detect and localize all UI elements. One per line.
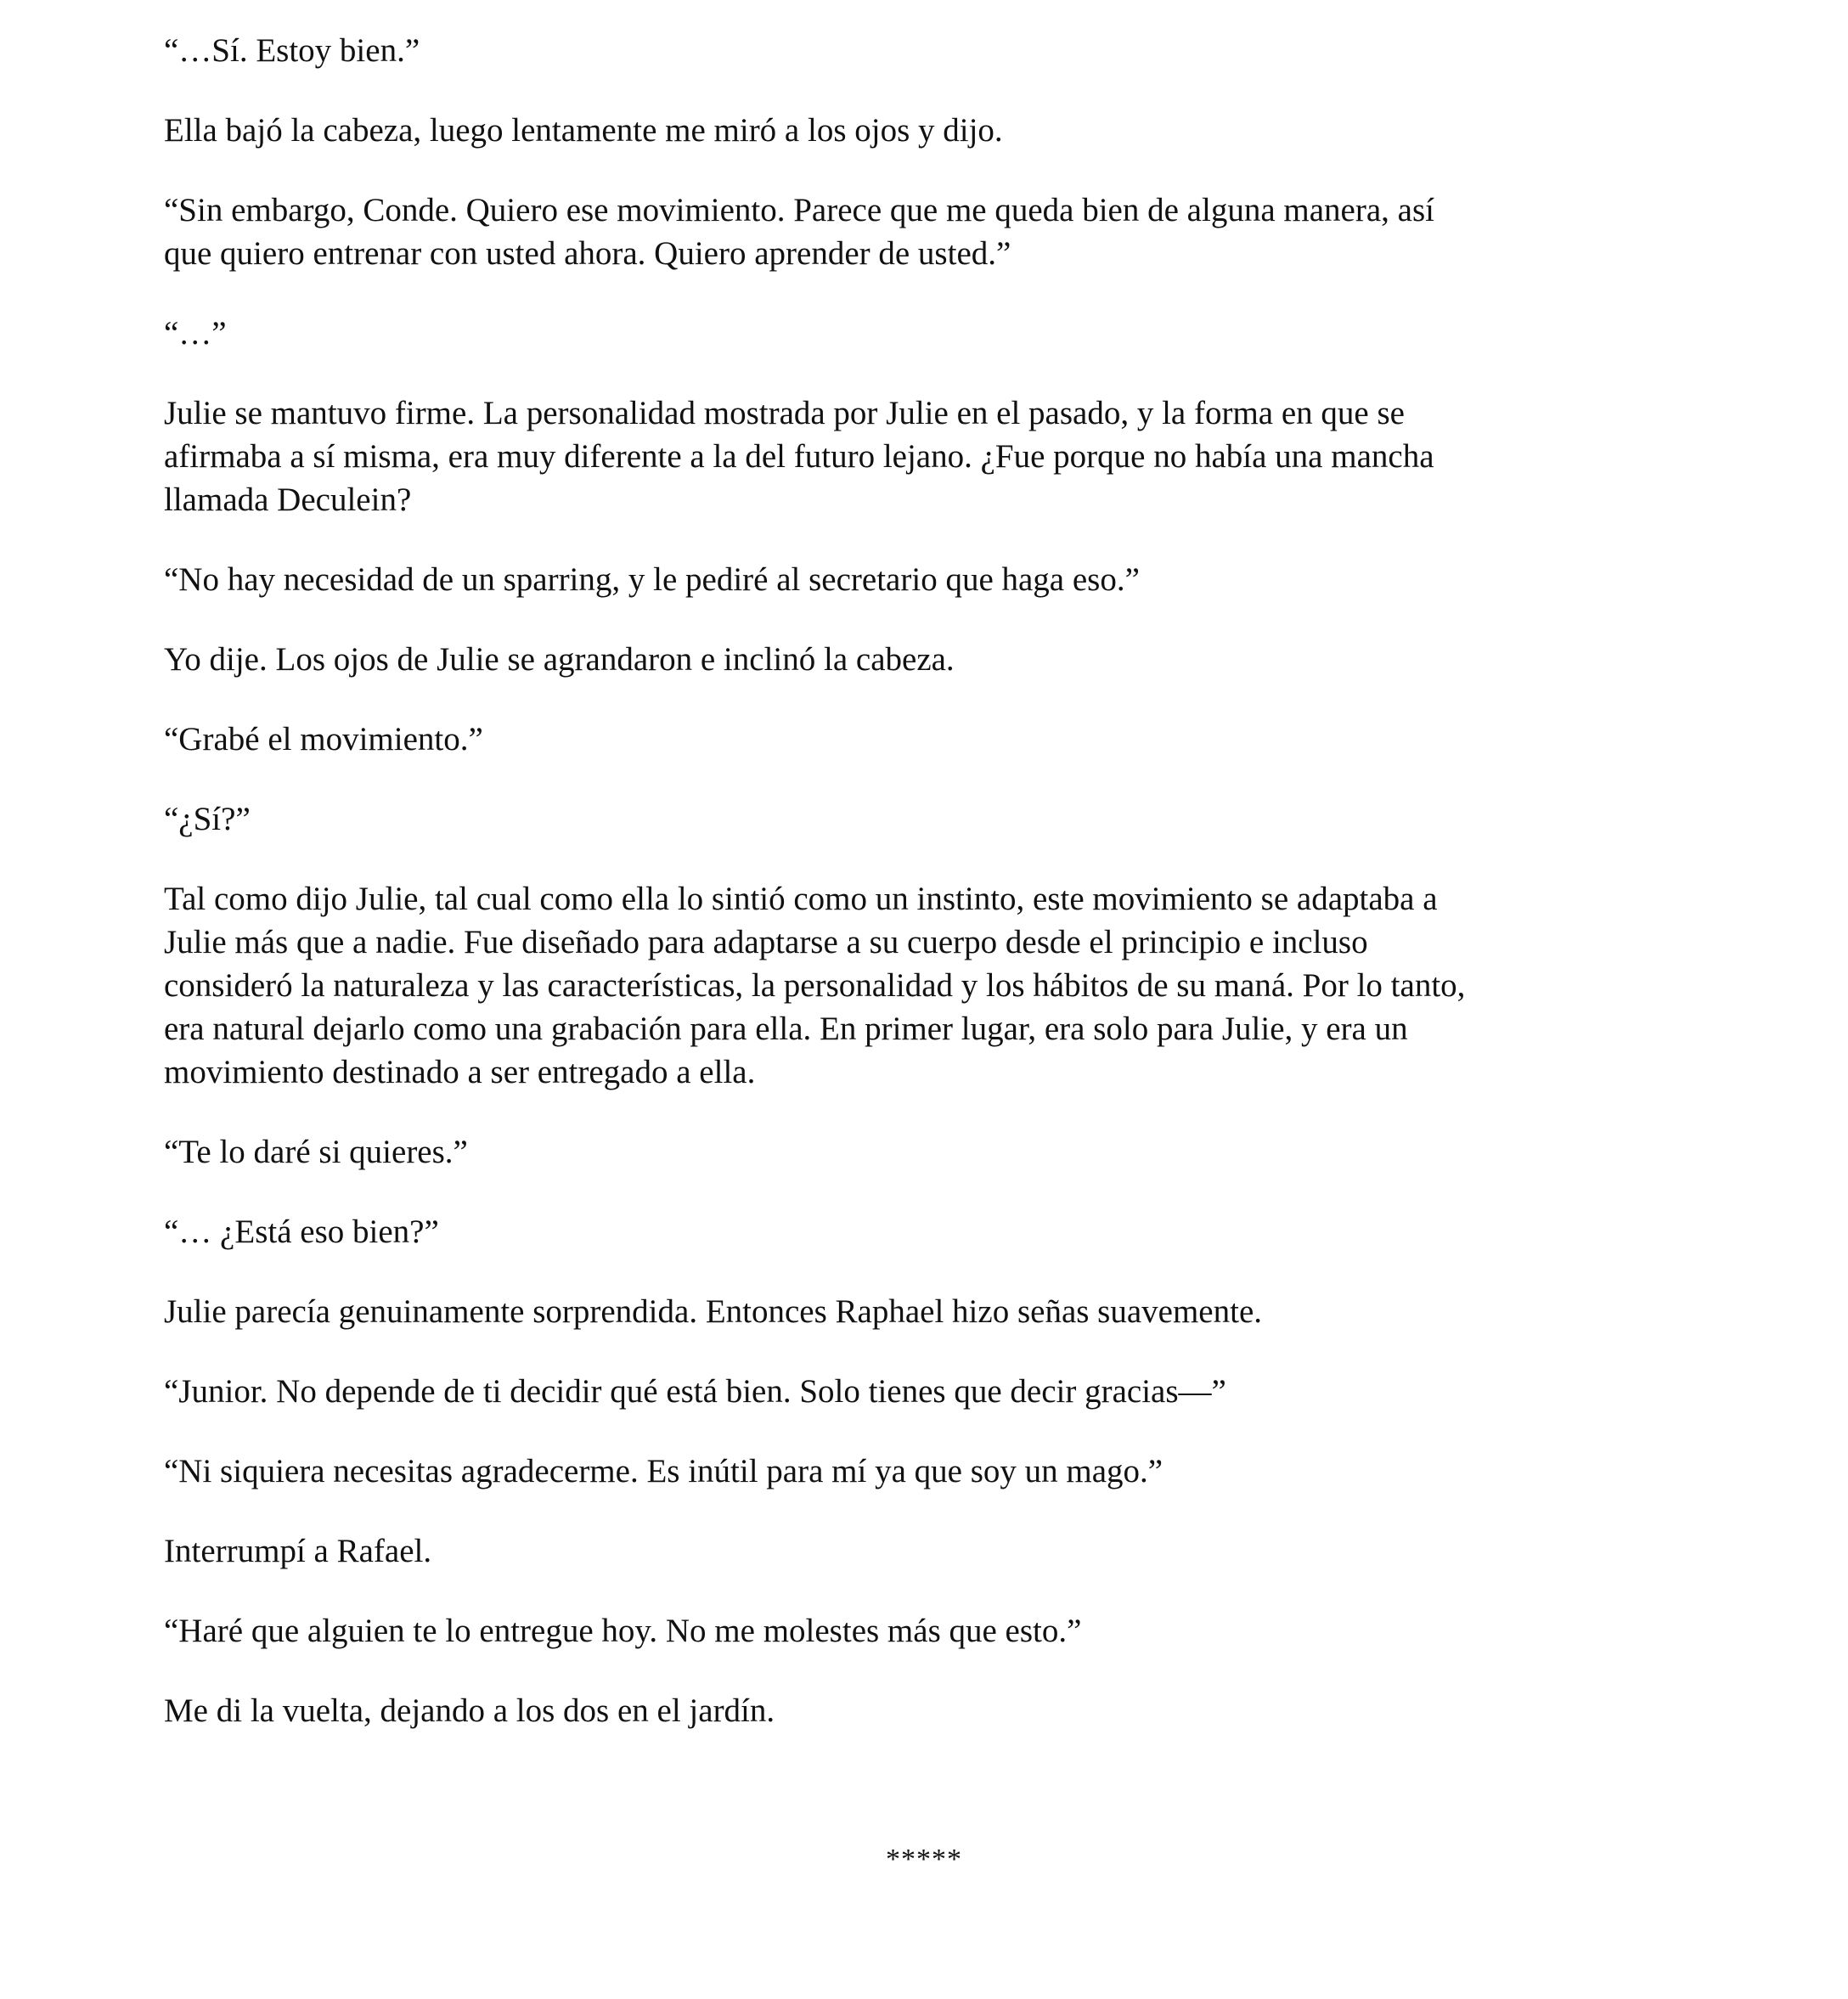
paragraph [164,391,1693,521]
paragraph [164,312,1693,355]
paragraph-line: “¿Sí?” [164,801,251,837]
paragraph [164,1370,1693,1413]
paragraph-line: Tal como dijo Julie, tal cual como ella lo sintió como un instinto, este movimiento se adaptaba a [164,881,1438,917]
paragraph [164,1689,1693,1732]
paragraph-line: “Te lo daré si quieres.” [164,1134,468,1170]
paragraph-line: llamada Deculein? [164,481,412,518]
paragraph-line: “Sin embargo, Conde. Quiero ese movimiento. Parece que me queda bien de alguna manera, así [164,192,1434,228]
paragraph-line: Julie más que a nadie. Fue diseñado para adaptarse a su cuerpo desde el principio e incluso [164,924,1368,960]
paragraph-line: “Grabé el movimiento.” [164,721,483,757]
paragraph [164,1529,1693,1573]
paragraph [164,1450,1693,1493]
paragraph-line: “Haré que alguien te lo entregue hoy. No me molestes más que esto.” [164,1613,1082,1649]
paragraph [164,189,1693,275]
paragraph-line: “…Sí. Estoy bien.” [164,32,420,69]
paragraph [164,1609,1693,1653]
paragraph-line: Yo dije. Los ojos de Julie se agrandaron e inclinó la cabeza. [164,641,955,678]
paragraph-line: afirmaba a sí misma, era muy diferente a la del futuro lejano. ¿Fue porque no había una mancha [164,438,1434,475]
paragraph [164,109,1693,152]
paragraph-line: “No hay necesidad de un sparring, y le pediré al secretario que haga eso.” [164,561,1140,598]
section-separator: ***** [886,1844,962,1875]
paragraph [164,558,1693,601]
paragraph [164,797,1693,841]
paragraph [164,877,1693,1094]
paragraph [164,29,1693,72]
paragraph-line: Julie se mantuvo firme. La personalidad mostrada por Julie en el pasado, y la forma en que se [164,395,1405,431]
document-body [164,29,1693,1769]
paragraph-line: “Ni siquiera necesitas agradecerme. Es inútil para mí ya que soy un mago.” [164,1453,1163,1489]
paragraph-line: “Junior. No depende de ti decidir qué está bien. Solo tienes que decir gracias—” [164,1373,1226,1410]
paragraph-line: Interrumpí a Rafael. [164,1533,432,1569]
paragraph-line: consideró la naturaleza y las características, la personalidad y los hábitos de su maná. Por lo tanto, [164,967,1466,1004]
paragraph [164,1290,1693,1333]
paragraph [164,638,1693,681]
paragraph-line: era natural dejarlo como una grabación para ella. En primer lugar, era solo para Julie, y era un [164,1011,1408,1047]
paragraph [164,718,1693,761]
paragraph-line: Julie parecía genuinamente sorprendida. Entonces Raphael hizo señas suavemente. [164,1293,1263,1330]
paragraph-line: movimiento destinado a ser entregado a ella. [164,1054,756,1090]
paragraph [164,1130,1693,1174]
paragraph-line: que quiero entrenar con usted ahora. Quiero aprender de usted.” [164,235,1011,272]
paragraph-line: Me di la vuelta, dejando a los dos en el jardín. [164,1692,775,1729]
paragraph-line: Ella bajó la cabeza, luego lentamente me miró a los ojos y dijo. [164,112,1003,149]
paragraph [164,1210,1693,1253]
paragraph-line: “…” [164,315,227,352]
paragraph-line: “… ¿Está eso bien?” [164,1213,439,1250]
